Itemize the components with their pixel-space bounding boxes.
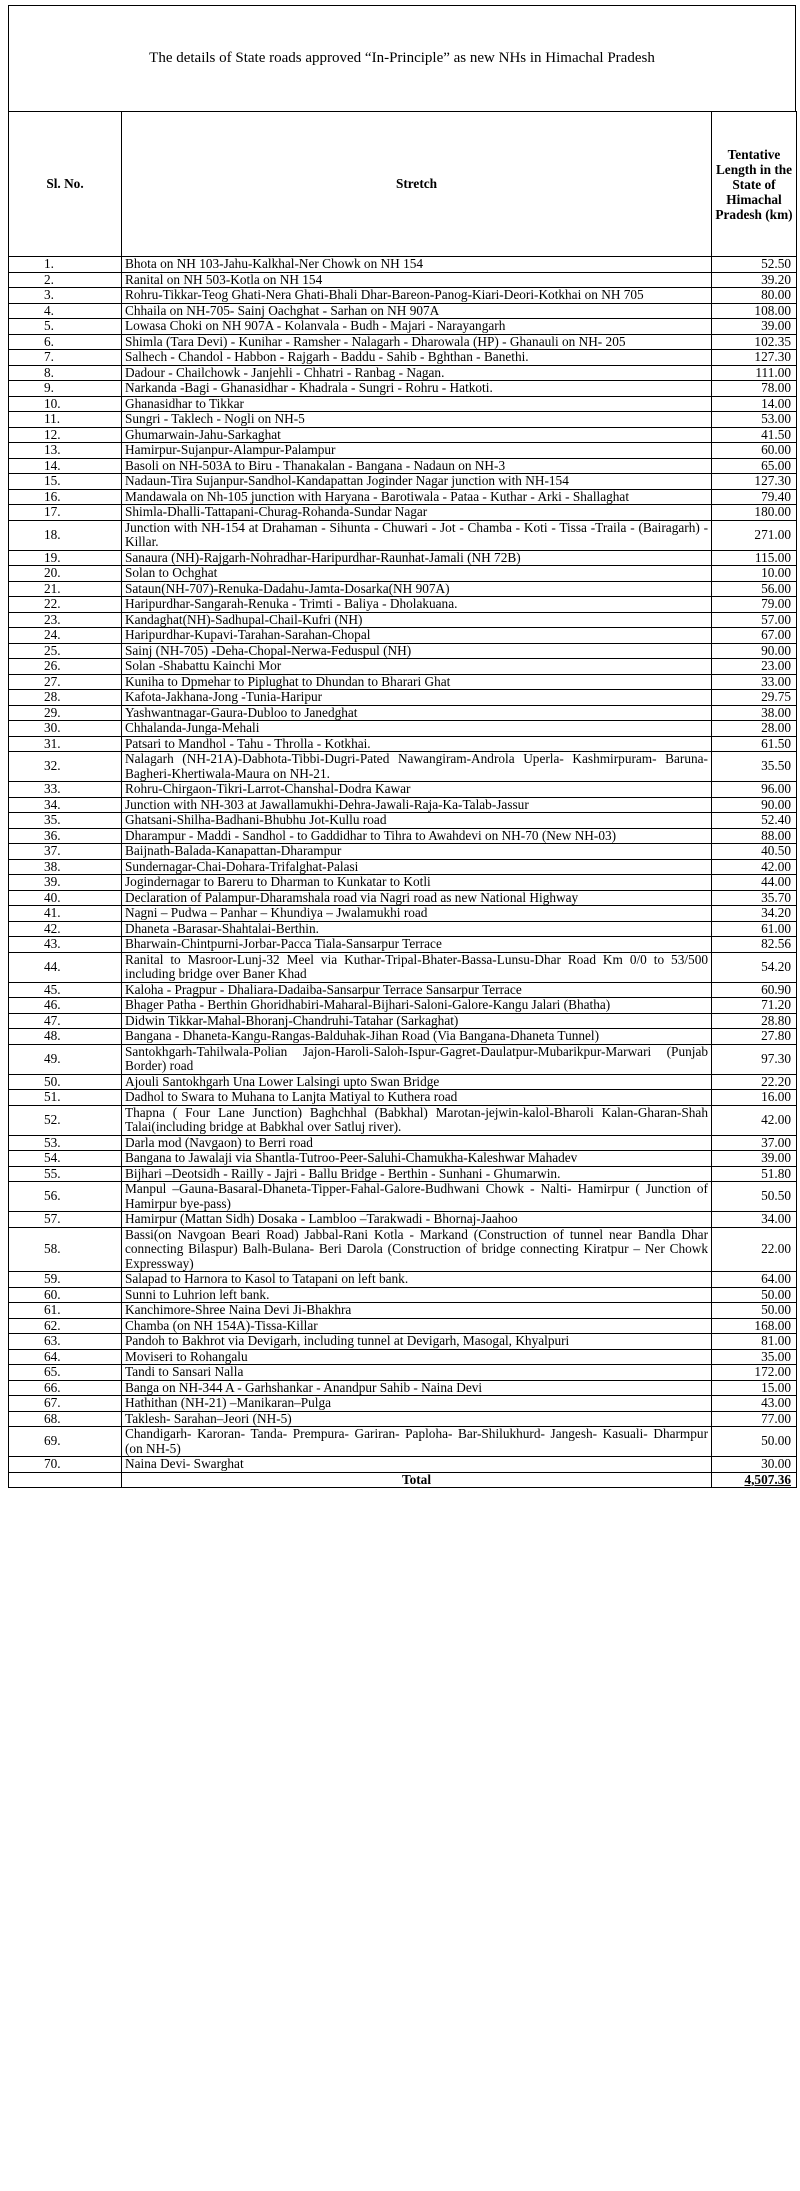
row-sl-no: 12.	[9, 427, 122, 443]
row-length: 23.00	[712, 659, 797, 675]
table-row	[9, 828, 797, 844]
row-length: 27.80	[712, 1029, 797, 1045]
table-row	[9, 1287, 797, 1303]
row-sl-no: 34.	[9, 797, 122, 813]
row-sl-no: 63.	[9, 1334, 122, 1350]
table-row	[9, 1457, 797, 1473]
table-row	[9, 1427, 797, 1457]
table-row	[9, 257, 797, 273]
table-row	[9, 1013, 797, 1029]
table-body	[9, 257, 797, 1473]
row-length: 180.00	[712, 505, 797, 521]
row-stretch: Sanaura (NH)-Rajgarh-Nohradhar-Haripurdhar-Raunhat-Jamali (NH 72B)	[122, 550, 712, 566]
row-stretch: Narkanda -Bagi - Ghanasidhar - Khadrala - Sungri - Rohru - Hatkoti.	[122, 381, 712, 397]
row-length: 38.00	[712, 705, 797, 721]
row-stretch: Junction with NH-303 at Jawallamukhi-Dehra-Jawali-Raja-Ka-Talab-Jassur	[122, 797, 712, 813]
row-length: 43.00	[712, 1396, 797, 1412]
row-stretch: Pandoh to Bakhrot via Devigarh, including tunnel at Devigarh, Masogal, Khyalpuri	[122, 1334, 712, 1350]
row-stretch: Sainj (NH-705) -Deha-Chopal-Nerwa-Feduspul (NH)	[122, 643, 712, 659]
row-sl-no: 59.	[9, 1272, 122, 1288]
table-row	[9, 597, 797, 613]
row-length: 15.00	[712, 1380, 797, 1396]
row-length: 34.20	[712, 906, 797, 922]
table-row	[9, 381, 797, 397]
row-stretch: Kandaghat(NH)-Sadhupal-Chail-Kufri (NH)	[122, 612, 712, 628]
table-row	[9, 505, 797, 521]
row-stretch: Thapna ( Four Lane Junction) Baghchhal (Babkhal) Marotan-jejwin-kalol-Bharoli Kalan-Gharan-Shah Talai(including bridge at Babkhal over Satluj river).	[122, 1105, 712, 1135]
row-length: 10.00	[712, 566, 797, 582]
table-row	[9, 643, 797, 659]
row-sl-no: 8.	[9, 365, 122, 381]
row-stretch: Patsari to Mandhol - Tahu - Throlla - Kotkhai.	[122, 736, 712, 752]
total-label: Total	[122, 1472, 712, 1488]
table-row	[9, 474, 797, 490]
row-sl-no: 6.	[9, 334, 122, 350]
table-row	[9, 736, 797, 752]
row-sl-no: 51.	[9, 1090, 122, 1106]
row-stretch: Bijhari –Deotsidh - Railly - Jajri - Ballu Bridge - Berthin - Sunhani - Ghumarwin.	[122, 1166, 712, 1182]
row-length: 28.00	[712, 721, 797, 737]
row-sl-no: 42.	[9, 921, 122, 937]
row-length: 22.00	[712, 1227, 797, 1272]
row-length: 61.00	[712, 921, 797, 937]
row-length: 39.20	[712, 272, 797, 288]
row-length: 51.80	[712, 1166, 797, 1182]
row-length: 115.00	[712, 550, 797, 566]
row-stretch: Chandigarh- Karoran- Tanda- Prempura- Gariran- Paploha- Bar-Shilukhurd- Jangesh- Kasuali- Dharmpur (on NH-5)	[122, 1427, 712, 1457]
row-stretch: Shimla (Tara Devi) - Kunihar - Ramsher - Nalagarh - Dharowala (HP) - Ghanauli on NH- 205	[122, 334, 712, 350]
table-row	[9, 721, 797, 737]
row-sl-no: 2.	[9, 272, 122, 288]
row-sl-no: 1.	[9, 257, 122, 273]
row-length: 40.50	[712, 844, 797, 860]
row-sl-no: 68.	[9, 1411, 122, 1427]
row-length: 34.00	[712, 1212, 797, 1228]
row-length: 50.00	[712, 1287, 797, 1303]
row-sl-no: 15.	[9, 474, 122, 490]
row-sl-no: 11.	[9, 412, 122, 428]
table-row	[9, 982, 797, 998]
table-row	[9, 1380, 797, 1396]
row-sl-no: 64.	[9, 1349, 122, 1365]
row-stretch: Ghumarwain-Jahu-Sarkaghat	[122, 427, 712, 443]
row-sl-no: 7.	[9, 350, 122, 366]
row-stretch: Salapad to Harnora to Kasol to Tatapani on left bank.	[122, 1272, 712, 1288]
table-row	[9, 906, 797, 922]
table-row	[9, 1318, 797, 1334]
row-length: 90.00	[712, 797, 797, 813]
row-sl-no: 62.	[9, 1318, 122, 1334]
table-row	[9, 937, 797, 953]
row-sl-no: 36.	[9, 828, 122, 844]
row-stretch: Baijnath-Balada-Kanapattan-Dharampur	[122, 844, 712, 860]
row-length: 88.00	[712, 828, 797, 844]
header-stretch: Stretch	[122, 112, 712, 257]
row-stretch: Dadour - Chailchowk - Janjehli - Chhatri - Ranbag - Nagan.	[122, 365, 712, 381]
row-stretch: Salhech - Chandol - Habbon - Rajgarh - Baddu - Sahib - Bghthan - Banethi.	[122, 350, 712, 366]
row-stretch: Bharwain-Chintpurni-Jorbar-Pacca Tiala-Sansarpur Terrace	[122, 937, 712, 953]
table-row	[9, 1411, 797, 1427]
row-stretch: Ranital to Masroor-Lunj-32 Meel via Kuthar-Tripal-Bhater-Bassa-Lunsu-Dhar Road Km 0/0 to 53/500 including bridge over Baner Khad	[122, 952, 712, 982]
row-stretch: Hamirpur (Mattan Sidh) Dosaka - Lambloo –Tarakwadi - Bhornaj-Jaahoo	[122, 1212, 712, 1228]
row-stretch: Sundernagar-Chai-Dohara-Trifalghat-Palasi	[122, 859, 712, 875]
table-row	[9, 1074, 797, 1090]
row-sl-no: 49.	[9, 1044, 122, 1074]
table-row	[9, 319, 797, 335]
row-length: 108.00	[712, 303, 797, 319]
row-sl-no: 19.	[9, 550, 122, 566]
row-stretch: Didwin Tikkar-Mahal-Bhoranj-Chandruhi-Tatahar (Sarkaghat)	[122, 1013, 712, 1029]
row-length: 39.00	[712, 1151, 797, 1167]
row-sl-no: 58.	[9, 1227, 122, 1272]
row-length: 81.00	[712, 1334, 797, 1350]
table-row	[9, 1029, 797, 1045]
table-row	[9, 288, 797, 304]
table-row	[9, 612, 797, 628]
row-sl-no: 14.	[9, 458, 122, 474]
table-row	[9, 813, 797, 829]
row-sl-no: 27.	[9, 674, 122, 690]
table-row	[9, 1105, 797, 1135]
row-sl-no: 60.	[9, 1287, 122, 1303]
row-sl-no: 70.	[9, 1457, 122, 1473]
row-sl-no: 17.	[9, 505, 122, 521]
row-stretch: Chhaila on NH-705- Sainj Oachghat - Sarhan on NH 907A	[122, 303, 712, 319]
row-stretch: Nadaun-Tira Sujanpur-Sandhol-Kandapattan Joginder Nagar junction with NH-154	[122, 474, 712, 490]
total-row	[9, 1472, 797, 1488]
row-length: 57.00	[712, 612, 797, 628]
row-length: 35.50	[712, 752, 797, 782]
row-stretch: Tandi to Sansari Nalla	[122, 1365, 712, 1381]
row-length: 35.70	[712, 890, 797, 906]
table-row	[9, 581, 797, 597]
row-length: 14.00	[712, 396, 797, 412]
row-stretch: Dharampur - Maddi - Sandhol - to Gaddidhar to Tihra to Awahdevi on NH-70 (New NH-03)	[122, 828, 712, 844]
row-length: 30.00	[712, 1457, 797, 1473]
row-length: 102.35	[712, 334, 797, 350]
row-sl-no: 22.	[9, 597, 122, 613]
row-length: 28.80	[712, 1013, 797, 1029]
row-stretch: Haripurdhar-Sangarah-Renuka - Trimti - Baliya - Dholakuana.	[122, 597, 712, 613]
table-row	[9, 303, 797, 319]
row-stretch: Lowasa Choki on NH 907A - Kolanvala - Budh - Majari - Narayangarh	[122, 319, 712, 335]
row-length: 52.50	[712, 257, 797, 273]
table-row	[9, 705, 797, 721]
table-row	[9, 628, 797, 644]
table-row	[9, 875, 797, 891]
row-stretch: Shimla-Dhalli-Tattapani-Churag-Rohanda-Sundar Nagar	[122, 505, 712, 521]
row-sl-no: 35.	[9, 813, 122, 829]
row-length: 54.20	[712, 952, 797, 982]
table-row	[9, 1044, 797, 1074]
table-row	[9, 1227, 797, 1272]
row-length: 50.00	[712, 1427, 797, 1457]
row-sl-no: 50.	[9, 1074, 122, 1090]
row-length: 42.00	[712, 859, 797, 875]
row-sl-no: 69.	[9, 1427, 122, 1457]
row-sl-no: 52.	[9, 1105, 122, 1135]
row-stretch: Hathithan (NH-21) –Manikaran–Pulga	[122, 1396, 712, 1412]
row-length: 127.30	[712, 350, 797, 366]
row-stretch: Banga on NH-344 A - Garhshankar - Anandpur Sahib - Naina Devi	[122, 1380, 712, 1396]
table-row	[9, 952, 797, 982]
row-length: 60.90	[712, 982, 797, 998]
table-row	[9, 489, 797, 505]
row-length: 90.00	[712, 643, 797, 659]
table-row	[9, 396, 797, 412]
row-sl-no: 41.	[9, 906, 122, 922]
row-stretch: Taklesh- Sarahan–Jeori (NH-5)	[122, 1411, 712, 1427]
row-sl-no: 45.	[9, 982, 122, 998]
row-length: 42.00	[712, 1105, 797, 1135]
row-stretch: Ghatsani-Shilha-Badhani-Bhubhu Jot-Kullu road	[122, 813, 712, 829]
row-sl-no: 25.	[9, 643, 122, 659]
table-row	[9, 797, 797, 813]
table-row	[9, 1334, 797, 1350]
table-row	[9, 1212, 797, 1228]
row-stretch: Dhaneta -Barasar-Shahtalai-Berthin.	[122, 921, 712, 937]
row-stretch: Hamirpur-Sujanpur-Alampur-Palampur	[122, 443, 712, 459]
table-row	[9, 890, 797, 906]
table-title: The details of State roads approved “In-Principle” as new NHs in Himachal Pradesh	[149, 50, 655, 66]
row-stretch: Haripurdhar-Kupavi-Tarahan-Sarahan-Chopal	[122, 628, 712, 644]
row-length: 33.00	[712, 674, 797, 690]
row-stretch: Nalagarh (NH-21A)-Dabhota-Tibbi-Dugri-Pated Nawangiram-Androla Uperla- Kashmirpuram- Baruna-Bagheri-Khertiwala-Maura on NH-21.	[122, 752, 712, 782]
row-length: 61.50	[712, 736, 797, 752]
table-title-box	[8, 5, 796, 111]
row-stretch: Dadhol to Swara to Muhana to Lanjta Matiyal to Kuthera road	[122, 1090, 712, 1106]
table-row	[9, 659, 797, 675]
row-length: 80.00	[712, 288, 797, 304]
row-stretch: Ajouli Santokhgarh Una Lower Lalsingi upto Swan Bridge	[122, 1074, 712, 1090]
row-stretch: Naina Devi- Swarghat	[122, 1457, 712, 1473]
row-sl-no: 16.	[9, 489, 122, 505]
row-length: 29.75	[712, 690, 797, 706]
row-stretch: Solan to Ochghat	[122, 566, 712, 582]
row-sl-no: 53.	[9, 1135, 122, 1151]
row-sl-no: 38.	[9, 859, 122, 875]
row-stretch: Sungri - Taklech - Nogli on NH-5	[122, 412, 712, 428]
row-sl-no: 4.	[9, 303, 122, 319]
roads-table	[8, 111, 797, 1488]
row-sl-no: 37.	[9, 844, 122, 860]
table-row	[9, 520, 797, 550]
row-length: 53.00	[712, 412, 797, 428]
table-row	[9, 443, 797, 459]
row-stretch: Kuniha to Dpmehar to Piplughat to Dhundan to Bharari Ghat	[122, 674, 712, 690]
row-length: 111.00	[712, 365, 797, 381]
table-row	[9, 550, 797, 566]
row-stretch: Ranital on NH 503-Kotla on NH 154	[122, 272, 712, 288]
row-sl-no: 24.	[9, 628, 122, 644]
table-row	[9, 1272, 797, 1288]
row-sl-no: 21.	[9, 581, 122, 597]
row-length: 56.00	[712, 581, 797, 597]
row-stretch: Bangana - Dhaneta-Kangu-Rangas-Balduhak-Jihan Road (Via Bangana-Dhaneta Tunnel)	[122, 1029, 712, 1045]
table-row	[9, 365, 797, 381]
table-row	[9, 1151, 797, 1167]
row-stretch: Mandawala on Nh-105 junction with Haryana - Barotiwala - Pataa - Kuthar - Arki - Shallaghat	[122, 489, 712, 505]
row-sl-no: 44.	[9, 952, 122, 982]
row-length: 41.50	[712, 427, 797, 443]
row-stretch: Rohru-Chirgaon-Tikri-Larrot-Chanshal-Dodra Kawar	[122, 782, 712, 798]
row-stretch: Bassi(on Navgoan Beari Road) Jabbal-Rani Kotla - Markand (Construction of tunnel near Bandla Dhar connecting Bilaspur) Balh-Bulana- Beri Darola (Construction of bridge connecting Kiratpur – Ner Chowk Expressway)	[122, 1227, 712, 1272]
row-stretch: Rohru-Tikkar-Teog Ghati-Nera Ghati-Bhali Dhar-Bareon-Panog-Kiari-Deori-Kotkhai on NH 705	[122, 288, 712, 304]
row-sl-no: 9.	[9, 381, 122, 397]
table-row	[9, 1365, 797, 1381]
table-row	[9, 1135, 797, 1151]
table-row	[9, 1090, 797, 1106]
table-row	[9, 752, 797, 782]
row-stretch: Manpul –Gauna-Basaral-Dhaneta-Tipper-Fahal-Galore-Budhwani Chowk - Nalti- Hamirpur ( Junction of Hamirpur bye-pass)	[122, 1182, 712, 1212]
row-length: 16.00	[712, 1090, 797, 1106]
row-sl-no: 29.	[9, 705, 122, 721]
row-stretch: Kaloha - Pragpur - Dhaliara-Dadaiba-Sansarpur Terrace Sansarpur Terrace	[122, 982, 712, 998]
row-sl-no: 32.	[9, 752, 122, 782]
row-sl-no: 61.	[9, 1303, 122, 1319]
row-sl-no: 13.	[9, 443, 122, 459]
row-stretch: Santokhgarh-Tahilwala-Polian Jajon-Haroli-Saloh-Ispur-Gagret-Daulatpur-Mubarikpur-Marwari (Punjab Border) road	[122, 1044, 712, 1074]
row-stretch: Yashwantnagar-Gaura-Dubloo to Janedghat	[122, 705, 712, 721]
row-stretch: Jogindernagar to Bareru to Dharman to Kunkatar to Kotli	[122, 875, 712, 891]
row-stretch: Sataun(NH-707)-Renuka-Dadahu-Jamta-Dosarka(NH 907A)	[122, 581, 712, 597]
table-row	[9, 859, 797, 875]
row-length: 65.00	[712, 458, 797, 474]
row-stretch: Ghanasidhar to Tikkar	[122, 396, 712, 412]
table-row	[9, 272, 797, 288]
row-sl-no: 39.	[9, 875, 122, 891]
row-length: 96.00	[712, 782, 797, 798]
row-stretch: Junction with NH-154 at Drahaman - Sihunta - Chuwari - Jot - Chamba - Koti - Tissa -Traila - (Bairagarh) - Killar.	[122, 520, 712, 550]
row-stretch: Solan -Shabattu Kainchi Mor	[122, 659, 712, 675]
table-row	[9, 334, 797, 350]
row-stretch: Bhager Patha - Berthin Ghoridhabiri-Maharal-Bijhari-Saloni-Galore-Kangu Jalari (Bhatha)	[122, 998, 712, 1014]
table-row	[9, 566, 797, 582]
row-length: 271.00	[712, 520, 797, 550]
table-row	[9, 1303, 797, 1319]
row-stretch: Sunni to Luhrion left bank.	[122, 1287, 712, 1303]
row-sl-no: 48.	[9, 1029, 122, 1045]
row-stretch: Nagni – Pudwa – Panhar – Khundiya – Jwalamukhi road	[122, 906, 712, 922]
row-sl-no: 67.	[9, 1396, 122, 1412]
row-stretch: Moviseri to Rohangalu	[122, 1349, 712, 1365]
row-stretch: Bhota on NH 103-Jahu-Kalkhal-Ner Chowk on NH 154	[122, 257, 712, 273]
table-row	[9, 690, 797, 706]
row-length: 172.00	[712, 1365, 797, 1381]
row-length: 77.00	[712, 1411, 797, 1427]
table-row	[9, 1349, 797, 1365]
table-row	[9, 1182, 797, 1212]
row-length: 64.00	[712, 1272, 797, 1288]
row-sl-no: 40.	[9, 890, 122, 906]
row-length: 67.00	[712, 628, 797, 644]
table-row	[9, 458, 797, 474]
row-length: 78.00	[712, 381, 797, 397]
row-stretch: Chamba (on NH 154A)-Tissa-Killar	[122, 1318, 712, 1334]
total-empty-cell	[9, 1472, 122, 1488]
table-row	[9, 844, 797, 860]
row-sl-no: 23.	[9, 612, 122, 628]
row-sl-no: 55.	[9, 1166, 122, 1182]
table-row	[9, 412, 797, 428]
total-length: 4,507.36	[712, 1472, 797, 1488]
row-stretch: Declaration of Palampur-Dharamshala road via Nagri road as new National Highway	[122, 890, 712, 906]
row-sl-no: 65.	[9, 1365, 122, 1381]
header-sl-no: Sl. No.	[9, 112, 122, 257]
row-length: 71.20	[712, 998, 797, 1014]
table-row	[9, 1166, 797, 1182]
row-length: 44.00	[712, 875, 797, 891]
row-sl-no: 66.	[9, 1380, 122, 1396]
row-sl-no: 20.	[9, 566, 122, 582]
row-stretch: Chhalanda-Junga-Mehali	[122, 721, 712, 737]
row-length: 22.20	[712, 1074, 797, 1090]
row-length: 97.30	[712, 1044, 797, 1074]
header-row	[9, 112, 797, 257]
row-length: 82.56	[712, 937, 797, 953]
row-length: 79.40	[712, 489, 797, 505]
row-length: 39.00	[712, 319, 797, 335]
row-sl-no: 47.	[9, 1013, 122, 1029]
row-sl-no: 30.	[9, 721, 122, 737]
table-row	[9, 427, 797, 443]
row-sl-no: 46.	[9, 998, 122, 1014]
row-stretch: Bangana to Jawalaji via Shantla-Tutroo-Peer-Saluhi-Chamukha-Kaleshwar Mahadev	[122, 1151, 712, 1167]
table-row	[9, 674, 797, 690]
row-length: 37.00	[712, 1135, 797, 1151]
row-sl-no: 57.	[9, 1212, 122, 1228]
row-length: 127.30	[712, 474, 797, 490]
row-sl-no: 10.	[9, 396, 122, 412]
row-sl-no: 43.	[9, 937, 122, 953]
row-sl-no: 33.	[9, 782, 122, 798]
table-row	[9, 782, 797, 798]
row-length: 52.40	[712, 813, 797, 829]
row-sl-no: 18.	[9, 520, 122, 550]
row-sl-no: 5.	[9, 319, 122, 335]
row-sl-no: 54.	[9, 1151, 122, 1167]
header-length: Tentative Length in the State of Himachal Pradesh (km)	[712, 112, 797, 257]
table-row	[9, 921, 797, 937]
row-length: 50.50	[712, 1182, 797, 1212]
table-row	[9, 998, 797, 1014]
document	[8, 5, 796, 1488]
row-sl-no: 31.	[9, 736, 122, 752]
row-sl-no: 3.	[9, 288, 122, 304]
row-sl-no: 28.	[9, 690, 122, 706]
row-length: 50.00	[712, 1303, 797, 1319]
row-stretch: Basoli on NH-503A to Biru - Thanakalan - Bangana - Nadaun on NH-3	[122, 458, 712, 474]
row-sl-no: 56.	[9, 1182, 122, 1212]
table-row	[9, 1396, 797, 1412]
row-stretch: Darla mod (Navgaon) to Berri road	[122, 1135, 712, 1151]
row-stretch: Kanchimore-Shree Naina Devi Ji-Bhakhra	[122, 1303, 712, 1319]
row-length: 35.00	[712, 1349, 797, 1365]
row-length: 79.00	[712, 597, 797, 613]
table-row	[9, 350, 797, 366]
row-stretch: Kafota-Jakhana-Jong -Tunia-Haripur	[122, 690, 712, 706]
row-length: 168.00	[712, 1318, 797, 1334]
row-length: 60.00	[712, 443, 797, 459]
row-sl-no: 26.	[9, 659, 122, 675]
